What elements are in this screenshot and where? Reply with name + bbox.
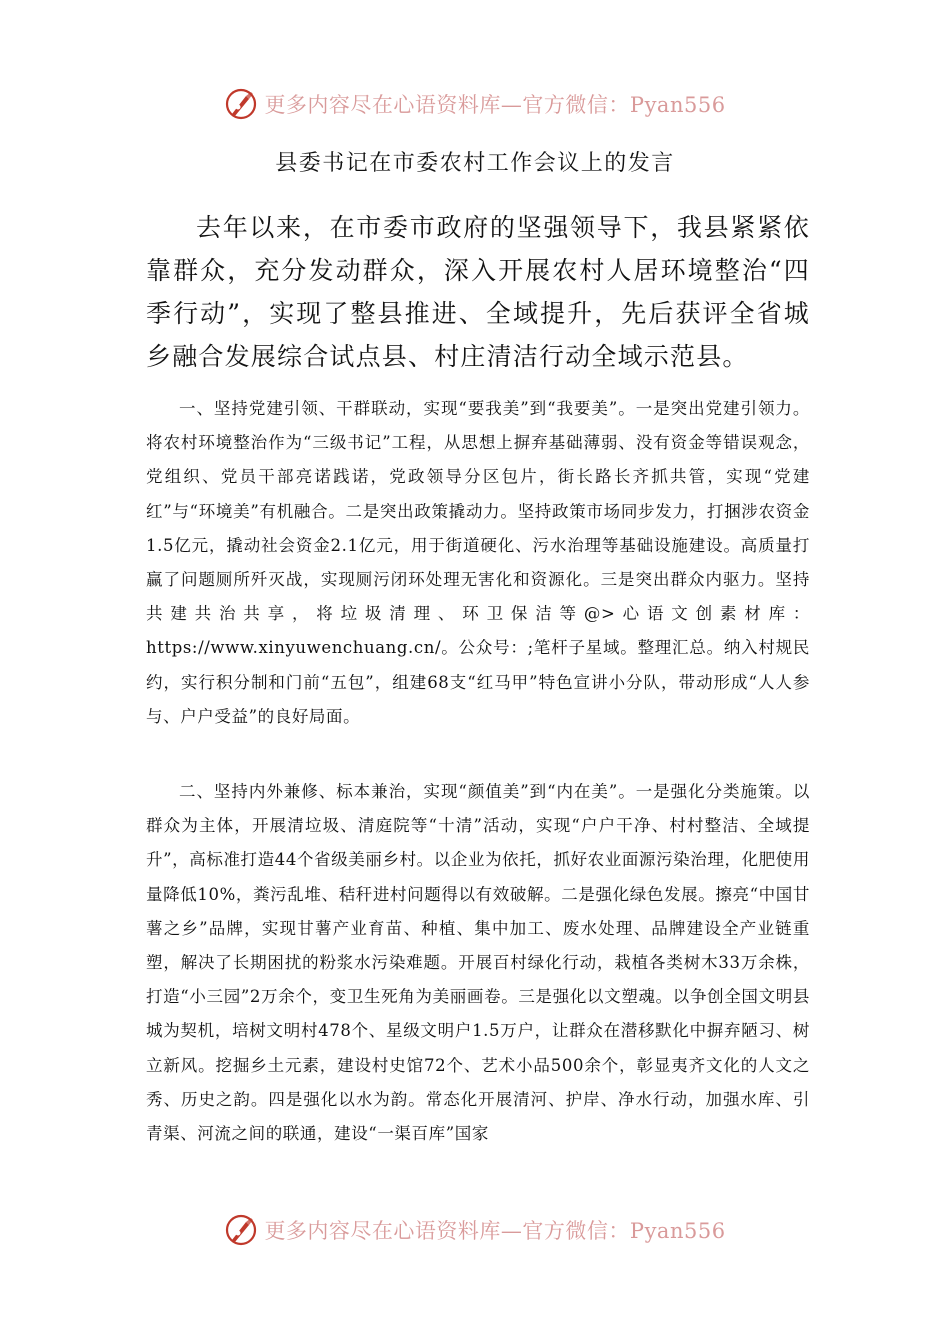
banner-text: 更多内容尽在心语资料库—官方微信：Pyan556 [264,1219,726,1243]
banner-text: 更多内容尽在心语资料库—官方微信：Pyan556 [264,93,726,117]
body-paragraph-2: 二、坚持内外兼修、标本兼治，实现“颜值美”到“内在美”。一是强化分类施策。以群众为主体，开展清垃圾、清庭院等“十清”活动，实现“户户干净、村村整洁、全域提升”，高标准打造44个省级美丽乡村。以企业为依托，抓好农业面源污染治理，化肥使用量降低10%，粪污乱堆、秸秆进村问题得以有效破解。二是强化绿色发展。擦亮“中国甘薯之乡”品牌，实现甘薯产业育苗、种植、集中加工、废水处理、品牌建设全产业链重塑，解决了长期困扰的粉浆水污染难题。开展百村绿化行动，栽植各类树木33万余株，打造“小三园”2万余个，变卫生死角为美丽画卷。三是强化以文塑魂。以争创全国文明县城为契机，培树文明村478个、星级文明户1.5万户，让群众在潜移默化中摒弃陋习、树立新风。挖掘乡土元素，建设村史馆72个、艺术小品500余个，彰显夷齐文化的人文之秀、历史之韵。四是强化以水为韵。常态化开展清河、护岸、净水行动，加强水库、引青渠、河流之间的联通，建设“一渠百库”国家 [146,782,810,1144]
quill-logo-icon [224,87,258,121]
footer-banner [0,1208,950,1252]
quill-logo-icon [224,1213,258,1247]
lead-paragraph: 去年以来，在市委市政府的坚强领导下，我县紧紧依靠群众，充分发动群众，深入开展农村人居环境整治“四季行动”，实现了整县推进、全域提升，先后获评全省城乡融合发展综合试点县、村庄清洁行动全域示范县。 [146,213,810,371]
body-paragraph-1: 一、坚持党建引领、干群联动，实现“要我美”到“我要美”。一是突出党建引领力。将农村环境整治作为“三级书记”工程，从思想上摒弃基础薄弱、没有资金等错误观念，党组织、党员干部亮诺践诺，党政领导分区包片，街长路长齐抓共管，实现“党建红”与“环境美”有机融合。二是突出政策撬动力。坚持政策市场同步发力，打捆涉农资金1.5亿元，撬动社会资金2.1亿元，用于街道硬化、污水治理等基础设施建设。高质量打赢了问题厕所歼灭战，实现厕污闭环处理无害化和资源化。三是突出群众内驱力。坚持共建共治共享，将垃圾清理、环卫保洁等@>心语文创素材库：https://www.xinyuwenchuang.cn/。公众号：;笔杆子星域。整理汇总。纳入村规民约，实行积分制和门前“五包”，组建68支“红马甲”特色宣讲小分队，带动形成“人人参与、户户受益”的良好局面。 [146,399,810,726]
header-banner [0,82,950,126]
document-title: 县委书记在市委农村工作会议上的发言 [275,151,675,176]
